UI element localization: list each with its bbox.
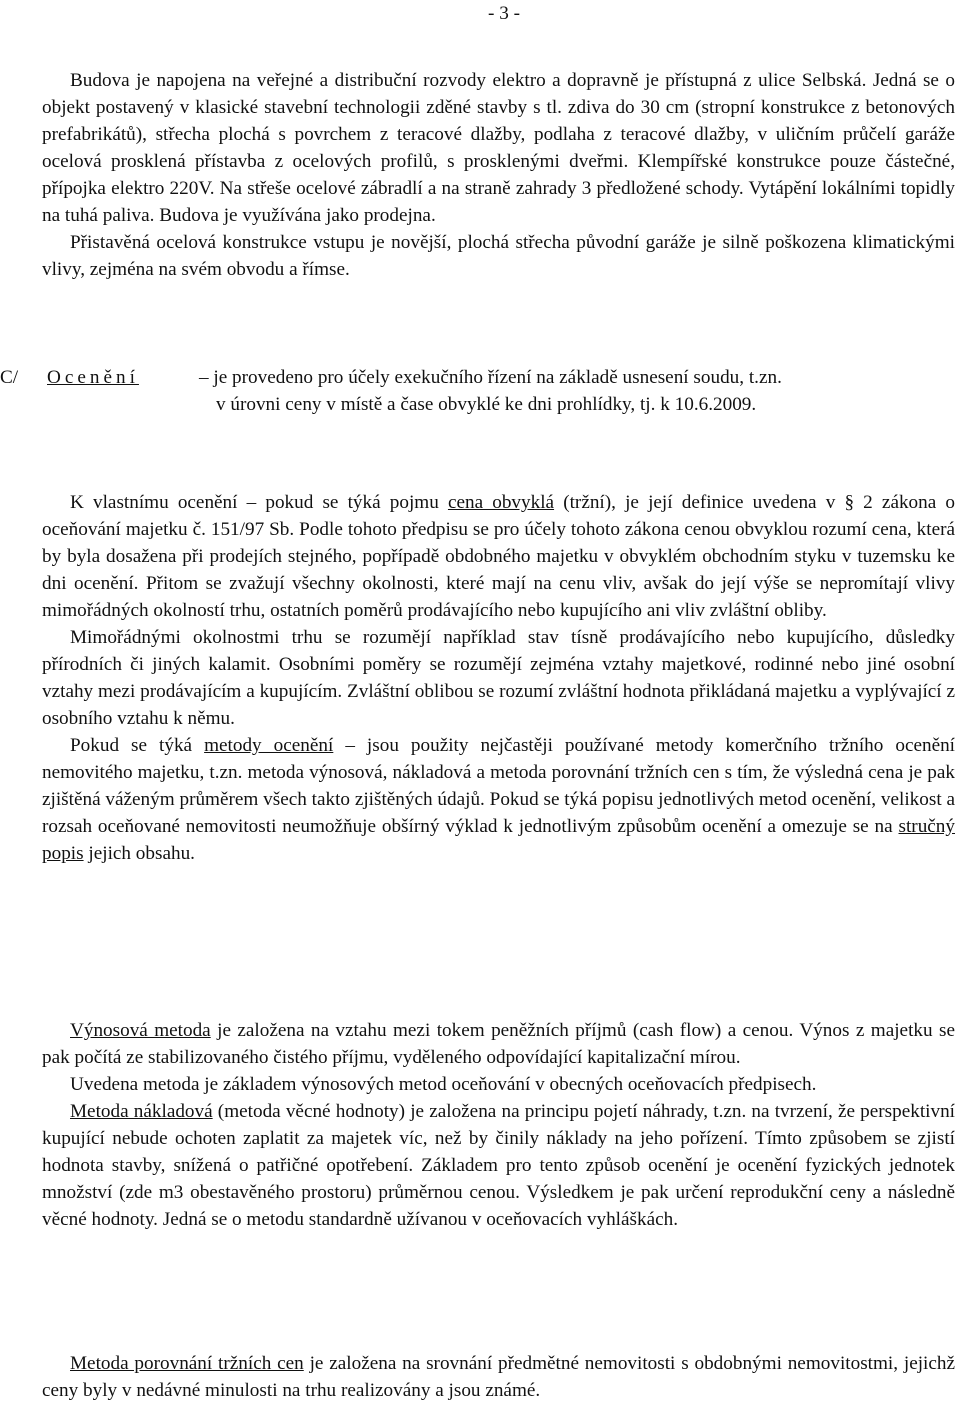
building-paragraph-1: Budova je napojena na veřejné a distribuční rozvody elektro a dopravně je přístupná z ulice Selbská. Jedná se o objekt postavený v klasické stavební technologii zděné stavby s tl. zdiva do 30 cm (stropní konstrukce z betonových prefabrikátů), střecha plochá s povrchem z teracové dlažby, podlaha z teracové dlažby, v uličním průčelí garáže ocelová prosklená přístavba z ocelových profilů, s prosklenými dveřmi. Klempířské konstrukce pouze částečné, přípojka elektro 220V. Na střeše ocelové zábradlí a na straně zahrady 3 předložené schody. Vytápění lokálními topidly na tuhá paliva. Budova je využívána jako prodejna. <box>42 70 955 226</box>
valuation-explanation <box>42 489 955 867</box>
term-market-method: Metoda porovnání tržních cen <box>70 1353 304 1374</box>
term-brief-description: stručný popis <box>42 816 955 864</box>
term-income-method: Výnosová metoda <box>70 1020 211 1041</box>
section-heading: Ocenění <box>47 367 139 388</box>
section-c-valuation <box>0 364 960 424</box>
section-letter: C/ <box>0 367 19 388</box>
income-method-paragraph-1 <box>42 1017 955 1071</box>
text-run: je založena na vztahu mezi tokem peněžních příjmů (cash flow) a cenou. Výnos z majetku se pak počítá ze stabilizovaného čistého příjmu, vyděleného odpovídající kapitalizační mírou. <box>42 1020 955 1068</box>
text-run: je založena na srovnání předmětné nemovitosti s obdobnými nemovitostmi, jejichž ceny byly v nedávné minulosti na trhu realizovány a jsou známé. <box>42 1353 955 1401</box>
valuation-paragraph-2: Mimořádnými okolnostmi trhu se rozumějí například stav tísně prodávajícího nebo kupujícího, důsledky přírodních či jiných kalamit. Osobními poměry se rozumějí zejména vztahy majetkové, rodinné nebo jiné osobní vztahy mezi prodávajícím a kupujícím. Zvláštní oblibou se rozumí zvláštní hodnota přikládaná majetku a vyplývající z osobního vztahu k němu. <box>42 627 955 729</box>
text-run: (tržní), je její definice uvedena v § 2 zákona o oceňování majetku č. 151/97 Sb. Podle tohoto předpisu se pro účely tohoto zákona cenou obvyklou rozumí cena, která by byla dosažena při prodejích stejného, popřípadě obdobného majetku v obvyklém obchodním styku v tuzemsku ke dni ocenění. Přitom se zvažují všechny okolnosti, které mají na cenu vliv, avšak do její výše se nepromítají vlivy mimořádných okolností trhu, ostatních poměrů prodávajícího nebo kupujícího ani vliv zvláštní obliby. <box>42 492 955 621</box>
market-method-paragraph <box>42 1350 955 1404</box>
income-method-paragraph-2: Uvedena metoda je základem výnosových metod oceňování v obecných oceňovacích předpisech. <box>70 1074 817 1095</box>
term-usual-price: cena obvyklá <box>447 492 555 513</box>
term-cost-method: Metoda nákladová <box>70 1101 213 1122</box>
text-run: jejich obsahu. <box>83 843 195 864</box>
building-description <box>42 67 955 283</box>
valuation-paragraph-3 <box>42 732 955 867</box>
section-purpose-line-1: – je provedeno pro účely exekučního řízení na základě usnesení soudu, t.zn. <box>199 367 782 388</box>
page-number: - 3 - <box>488 3 520 24</box>
market-method-section <box>42 1350 955 1404</box>
text-run: – jsou použity nejčastěji používané metody komerčního tržního ocenění nemovitého majetku, t.zn. metoda výnosová, nákladová a metoda porovnání tržních cen s tím, že výsledná cena je pak zjištěná váženým průměrem všech takto zjištěných údajů. Pokud se týká popisu jednotlivých metod ocenění, velikost a rozsah oceňované nemovitosti neumožňuje obšírný výklad k jednotlivým způsobům ocenění a omezuje se na <box>42 735 956 837</box>
term-valuation-methods: metody ocenění <box>204 735 334 756</box>
income-method-section <box>42 1017 955 1233</box>
section-purpose-line-2: v úrovni ceny v místě a čase obvyklé ke dni prohlídky, tj. k 10.6.2009. <box>216 394 757 415</box>
text-run: Pokud se týká <box>70 735 205 756</box>
text-run: (metoda věcné hodnoty) je založena na principu pojetí náhrady, t.zn. na tvrzení, že perspektivní kupující nebude ochoten zaplatit za majetek víc, než by činily náklady na jeho pořízení. Tímto způsobem se zjistí hodnota stavby, snížená o patřičné opotřebení. Základem pro tento způsob ocenění je ocenění fyzických jednotek množství (zde m3 obestavěného prostoru) průměrnou cenou. Výsledkem je pak určení reprodukční ceny a následně věcné hodnoty. Jedná se o metodu standardně užívanou v oceňovacích vyhláškách. <box>42 1101 955 1230</box>
text-run: K vlastnímu ocenění – pokud se týká pojmu <box>70 492 448 513</box>
cost-method-paragraph <box>42 1098 955 1233</box>
valuation-paragraph-1 <box>42 489 955 624</box>
building-paragraph-2: Přistavěná ocelová konstrukce vstupu je novější, plochá střecha původní garáže je silně poškozena klimatickými vlivy, zejména na svém obvodu a římse. <box>42 232 955 280</box>
